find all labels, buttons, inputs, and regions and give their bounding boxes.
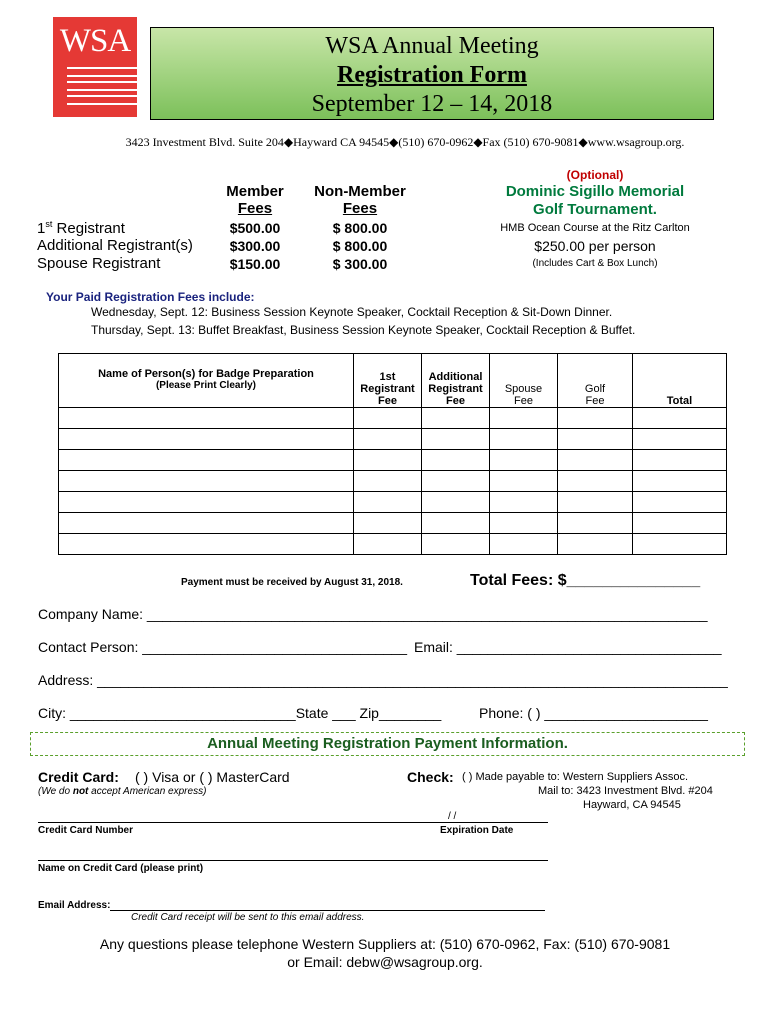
fee-cell[interactable] xyxy=(490,471,558,492)
name-cell[interactable] xyxy=(59,471,354,492)
logo-text: WSA xyxy=(59,23,131,59)
no-amex-bold: not xyxy=(72,786,89,797)
footer-email-line: or Email: debw@wsagroup.org. xyxy=(287,954,483,970)
col1-line: Fee xyxy=(378,395,397,407)
name-cell[interactable] xyxy=(59,534,354,555)
name-sub: (Please Print Clearly) xyxy=(155,380,257,391)
receipt-note: Credit Card receipt will be sent to this email address. xyxy=(131,912,365,923)
fee-cell[interactable] xyxy=(354,429,422,450)
fee-cell[interactable] xyxy=(490,429,558,450)
table-row[interactable] xyxy=(59,471,727,492)
form-title: Registration Form xyxy=(337,62,527,88)
member-header xyxy=(210,183,300,217)
name-cell[interactable] xyxy=(59,450,354,471)
fee-cell[interactable] xyxy=(422,471,490,492)
fee-cell[interactable] xyxy=(558,513,633,534)
mail-to-line1: Mail to: 3423 Investment Blvd. #204 xyxy=(538,785,713,797)
col4-line: Golf xyxy=(584,383,606,395)
fee-cell[interactable] xyxy=(490,534,558,555)
name-cell[interactable] xyxy=(59,492,354,513)
email-address-line[interactable] xyxy=(110,910,545,911)
email-field[interactable]: Email: __________________________________ xyxy=(414,639,722,655)
fee-cell[interactable] xyxy=(558,429,633,450)
logo-bar xyxy=(67,67,137,77)
golf-title-1: Dominic Sigillo Memorial xyxy=(505,183,685,200)
col3-line: Fee xyxy=(514,395,533,407)
member-fee: $300.00 xyxy=(229,238,281,254)
badge-table xyxy=(58,353,727,555)
name-cell[interactable] xyxy=(59,513,354,534)
col3-line: Spouse xyxy=(504,383,543,395)
golf-fee-header xyxy=(558,354,633,408)
member-head-1: Member xyxy=(226,183,284,200)
first-registrant-fee-header xyxy=(354,354,422,408)
email-address-label: Email Address: xyxy=(38,900,111,911)
contact-person-field[interactable]: Contact Person: __________________________________ xyxy=(38,639,408,655)
col2-line: Fee xyxy=(446,395,465,407)
col1-line: Registrant xyxy=(360,383,415,395)
nonmember-head-1: Non-Member xyxy=(314,183,406,200)
includes-thursday: Thursday, Sept. 13: Buffet Breakfast, Business Session Keynote Speaker, Cocktail Reception & Buffet. xyxy=(91,323,636,337)
fee-cell[interactable] xyxy=(558,534,633,555)
credit-card-number-line[interactable] xyxy=(38,822,548,823)
golf-optional: (Optional) xyxy=(566,168,624,182)
col2-line: Additional xyxy=(428,371,483,383)
total-cell[interactable] xyxy=(633,471,727,492)
golf-title-2: Golf Tournament. xyxy=(533,201,657,218)
total-cell[interactable] xyxy=(633,534,727,555)
fee-cell[interactable] xyxy=(558,408,633,429)
logo-bar xyxy=(67,81,137,91)
fee-cell[interactable] xyxy=(354,492,422,513)
event-title: WSA Annual Meeting xyxy=(325,33,539,59)
table-row[interactable] xyxy=(59,534,727,555)
expiration-slashes: / / xyxy=(448,811,457,822)
fee-cell[interactable] xyxy=(354,513,422,534)
fee-cell[interactable] xyxy=(354,408,422,429)
credit-card-number-label: Credit Card Number xyxy=(38,825,134,836)
fee-cell[interactable] xyxy=(422,513,490,534)
fee-cell[interactable] xyxy=(558,492,633,513)
golf-price: $250.00 per person xyxy=(534,238,656,254)
check-payable-option[interactable]: ( ) Made payable to: Western Suppliers Assoc. xyxy=(462,771,689,783)
payment-info-heading: Annual Meeting Registration Payment Information. xyxy=(30,732,745,756)
total-cell[interactable] xyxy=(633,429,727,450)
table-row[interactable] xyxy=(59,408,727,429)
fee-row-label: 1st Registrant xyxy=(37,219,125,237)
fee-cell[interactable] xyxy=(490,513,558,534)
table-row[interactable] xyxy=(59,513,727,534)
nonmember-header xyxy=(305,183,415,217)
event-dates: September 12 – 14, 2018 xyxy=(311,91,553,117)
includes-heading: Your Paid Registration Fees include: xyxy=(46,290,255,304)
credit-card-options[interactable]: ( ) Visa or ( ) MasterCard xyxy=(135,769,290,785)
additional-registrant-fee-header xyxy=(422,354,490,408)
name-column-header xyxy=(59,354,354,408)
nonmember-fee: $ 300.00 xyxy=(332,256,388,272)
total-header: Total xyxy=(633,354,727,408)
col2-line: Registrant xyxy=(428,383,483,395)
fee-cell[interactable] xyxy=(490,450,558,471)
name-head: Name of Person(s) for Badge Preparation xyxy=(98,368,314,380)
address-line: 3423 Investment Blvd. Suite 204◆Hayward CA 94545◆(510) 670-0962◆Fax (510) 670-9081◆www.wsagroup.org. xyxy=(125,135,685,149)
fee-cell[interactable] xyxy=(354,450,422,471)
no-amex-post: accept American express) xyxy=(88,786,207,797)
golf-course: HMB Ocean Course at the Ritz Carlton xyxy=(500,222,690,234)
check-label: Check: xyxy=(407,769,454,785)
expiration-date-label: Expiration Date xyxy=(440,825,514,836)
total-cell[interactable] xyxy=(633,492,727,513)
table-row[interactable] xyxy=(59,492,727,513)
fee-cell[interactable] xyxy=(422,429,490,450)
fee-cell[interactable] xyxy=(558,471,633,492)
fee-cell[interactable] xyxy=(354,534,422,555)
total-cell[interactable] xyxy=(633,513,727,534)
fee-cell[interactable] xyxy=(490,492,558,513)
fee-cell[interactable] xyxy=(422,534,490,555)
header-box xyxy=(150,27,714,120)
member-fee: $150.00 xyxy=(229,256,281,272)
col4-line: Fee xyxy=(585,395,605,407)
fee-row-label: Additional Registrant(s) xyxy=(37,237,193,254)
fee-cell[interactable] xyxy=(422,408,490,429)
company-name-field[interactable]: Company Name: ________________________________________________________________________ xyxy=(38,606,708,622)
member-fee: $500.00 xyxy=(229,220,281,236)
mail-to-line2: Hayward, CA 94545 xyxy=(583,799,681,811)
name-cell[interactable] xyxy=(59,429,354,450)
logo-bar xyxy=(67,95,137,105)
fee-cell[interactable] xyxy=(558,450,633,471)
nonmember-fee: $ 800.00 xyxy=(332,238,388,254)
col1-line: 1st xyxy=(379,371,396,383)
no-amex-pre: (We do xyxy=(38,786,73,797)
name-on-card-line[interactable] xyxy=(38,860,548,861)
city-state-zip-field[interactable]: City: _____________________________State ___ Zip________ xyxy=(38,705,442,721)
total-cell[interactable] xyxy=(633,408,727,429)
fee-row-label: Spouse Registrant xyxy=(37,255,161,272)
spouse-fee-header xyxy=(490,354,558,408)
includes-wednesday: Wednesday, Sept. 12: Business Session Keynote Speaker, Cocktail Reception & Sit-Down Dinner. xyxy=(91,305,613,319)
name-on-card-label: Name on Credit Card (please print) xyxy=(38,863,204,874)
no-amex-note xyxy=(38,786,206,797)
footer-phone-line: Any questions please telephone Western Suppliers at: (510) 670-0962, Fax: (510) 670-9081 xyxy=(99,936,671,952)
wsa-logo xyxy=(53,17,137,117)
phone-field[interactable]: Phone: ( ) _____________________ xyxy=(479,705,708,721)
total-fees-field[interactable]: Total Fees: $_______________ xyxy=(470,572,701,589)
golf-includes: (Includes Cart & Box Lunch) xyxy=(532,258,658,269)
fee-cell[interactable] xyxy=(422,492,490,513)
fee-cell[interactable] xyxy=(490,408,558,429)
total-cell[interactable] xyxy=(633,450,727,471)
table-row[interactable] xyxy=(59,429,727,450)
fee-cell[interactable] xyxy=(354,471,422,492)
address-field[interactable]: Address: _________________________________________________________________________________ xyxy=(38,672,728,688)
nonmember-fee: $ 800.00 xyxy=(332,220,388,236)
payment-deadline-note: Payment must be received by August 31, 2018. xyxy=(181,577,403,588)
fee-cell[interactable] xyxy=(422,450,490,471)
name-cell[interactable] xyxy=(59,408,354,429)
credit-card-label: Credit Card: xyxy=(38,769,119,785)
table-row[interactable] xyxy=(59,450,727,471)
nonmember-head-2: Fees xyxy=(342,200,378,217)
member-head-2: Fees xyxy=(237,200,273,217)
